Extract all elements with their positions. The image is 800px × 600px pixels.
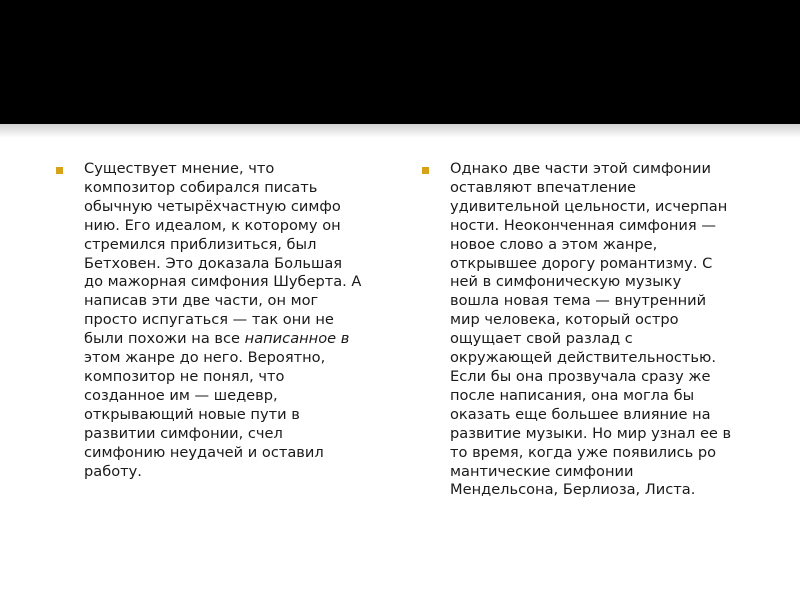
text-line: ности. Неоконченная симфония — — [450, 216, 716, 234]
right-column — [422, 160, 767, 500]
text-line: Существует мнение, что — [84, 160, 275, 177]
text-segment: были похожи на все — [84, 330, 245, 348]
text-line: удивительной цельности, исчерпан — [450, 197, 728, 215]
text-line: ощущает свой разлад с — [450, 330, 633, 348]
text-line: оставляют впечатление — [450, 178, 637, 196]
text-line: ней в симфоническую музыку — [450, 273, 682, 291]
text-line: стремился приблизиться, был — [84, 235, 317, 253]
text-line: обычную четырёхчастную симфо — [84, 197, 341, 215]
text-line: открывающий новые пути в — [84, 405, 300, 423]
header-band — [0, 0, 800, 124]
bullet-paragraph-right — [422, 160, 767, 500]
text-line: созданное им — шедевр, — [84, 386, 278, 404]
text-line: мантические симфонии — [450, 462, 634, 480]
text-line: нию. Его идеалом, к которому он — [84, 216, 341, 234]
text-line: Мендельсона, Берлиоза, Листа. — [450, 481, 696, 499]
text-line: новое слово а этом жанре, — [450, 235, 658, 253]
text-line: развитии симфонии, счел — [84, 424, 283, 442]
left-column — [56, 160, 386, 481]
text-line: открывшее дорогу романтизму. С — [450, 254, 713, 272]
text-line: композитор собирался писать — [84, 178, 318, 196]
square-bullet-icon — [422, 167, 429, 174]
text-line: оказать еще большее влияние на — [450, 405, 711, 423]
text-line: развитие музыки. Но мир узнал ее в — [450, 424, 732, 442]
text-line: окружающей действительностью. — [450, 349, 716, 367]
text-line: мир человека, который остро — [450, 311, 679, 329]
square-bullet-icon — [56, 167, 63, 174]
text-line: Однако две части этой симфонии — [450, 160, 711, 177]
text-line: Бетховен. Это доказала Большая — [84, 254, 343, 272]
text-line: написав эти две части, он мог — [84, 292, 319, 310]
bullet-paragraph-left — [56, 160, 386, 481]
text-line-mixed — [84, 330, 386, 349]
header-shadow — [0, 124, 800, 138]
italic-text-segment: написанное в — [244, 330, 350, 348]
text-line: просто испугаться — так они не — [84, 311, 334, 329]
text-line: после написания, она могла бы — [450, 386, 695, 404]
text-line: то время, когда уже появились ро — [450, 443, 717, 461]
text-line: симфонию неудачей и оставил — [84, 443, 324, 461]
text-line: вошла новая тема — внутренний — [450, 292, 707, 310]
text-line: Если бы она прозвучала сразу же — [450, 367, 711, 385]
text-line: композитор не понял, что — [84, 367, 285, 385]
text-line: до мажорная симфония Шуберта. А — [84, 273, 362, 291]
text-line: этом жанре до него. Вероятно, — [84, 349, 326, 367]
text-line: работу. — [84, 462, 142, 480]
